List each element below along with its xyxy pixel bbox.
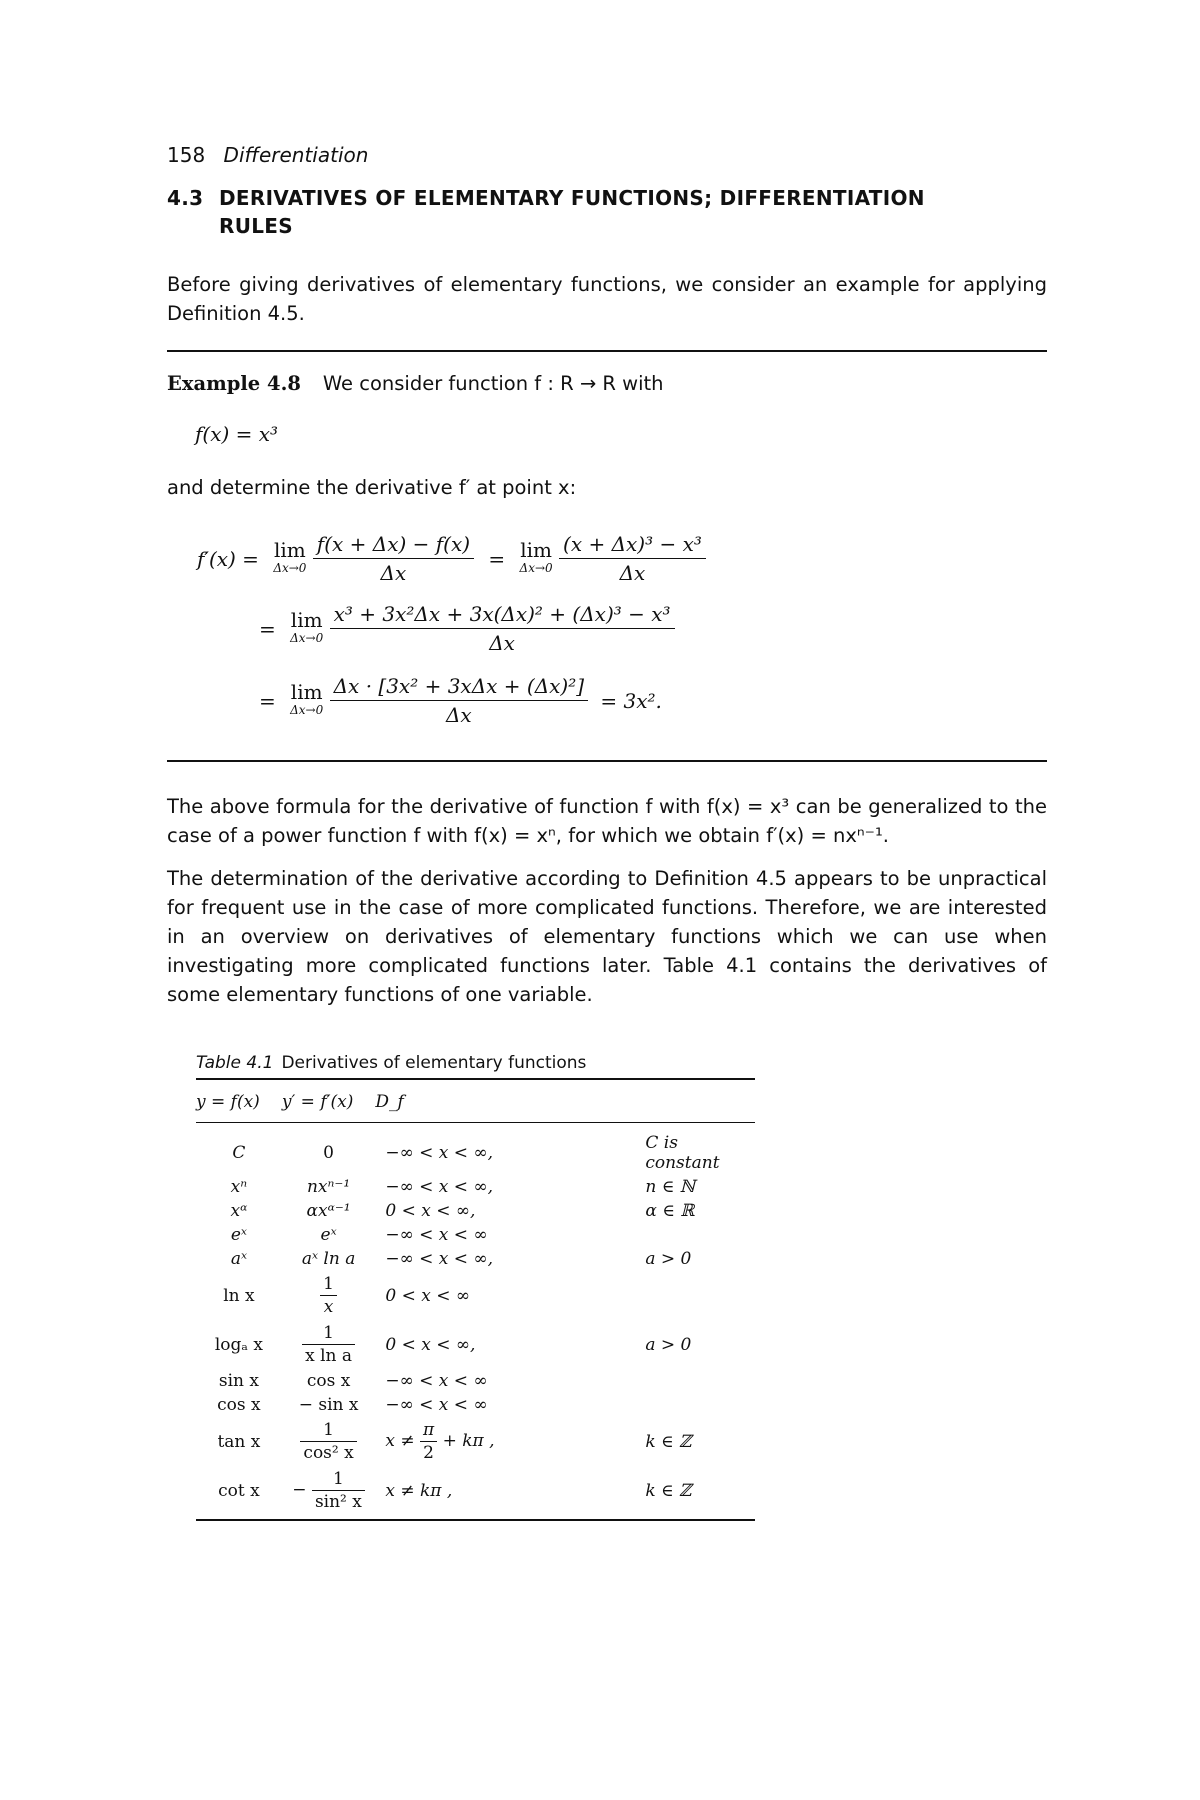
cell-derivative: 0	[323, 1143, 334, 1163]
fraction-denominator: cos² x	[303, 1443, 354, 1463]
cell-function: cos x	[217, 1395, 261, 1415]
cell-condition: k ∈ ℤ	[635, 1466, 755, 1520]
eq1-lim-sub: Δx→0	[273, 560, 307, 575]
eq1-limit	[273, 537, 307, 577]
eq1-fraction-2	[559, 530, 706, 587]
fraction-numerator: 1	[302, 1322, 355, 1345]
cell-domain	[375, 1417, 635, 1466]
eq2-numerator: x³ + 3x²Δx + 3x(Δx)² + (Δx)³ − x³	[330, 600, 675, 629]
eq1-lim2-text: lim	[520, 537, 552, 562]
table-caption	[196, 1053, 586, 1073]
eq1-lim-text: lim	[273, 537, 306, 562]
cell-function: ln x	[223, 1285, 255, 1306]
cell-function: C	[232, 1143, 246, 1163]
cell-derivative	[282, 1320, 376, 1369]
cell-domain: −∞ < x < ∞	[385, 1225, 488, 1245]
header-domain: D_f	[375, 1079, 635, 1123]
equation-line-1	[197, 530, 706, 587]
eq3-lim-text: lim	[290, 679, 323, 704]
example-label: Example 4.8	[167, 372, 301, 395]
cell-function: cot x	[196, 1466, 282, 1520]
eq3-result: = 3x².	[600, 688, 662, 713]
cell-derivative	[282, 1466, 376, 1520]
eq2-lim-sub: Δx→0	[290, 630, 324, 645]
example-top-rule	[167, 350, 1047, 352]
cell-domain: −∞ < x < ∞	[385, 1395, 488, 1415]
cell-condition: a > 0	[645, 1249, 692, 1269]
example-bottom-rule	[167, 760, 1047, 762]
equation-line-3	[259, 672, 662, 729]
section-number: 4.3	[167, 186, 204, 210]
table-row	[196, 1369, 755, 1393]
derivatives-table	[196, 1078, 755, 1521]
cell-condition	[635, 1223, 755, 1247]
eq1-lhs: f′(x) =	[197, 546, 259, 571]
cell-domain: x ≠ kπ ,	[375, 1466, 635, 1520]
cell-derivative: − sin x	[298, 1395, 359, 1415]
cell-derivative: cos x	[306, 1371, 351, 1391]
fraction-denominator: 2	[423, 1443, 434, 1463]
table-caption-text: Derivatives of elementary functions	[281, 1053, 587, 1073]
eq2-denominator: Δx	[489, 631, 515, 655]
cell-function: xᵅ	[230, 1201, 248, 1221]
example-statement: We consider function f : R → R with	[322, 372, 664, 395]
eq3-lim-sub: Δx→0	[290, 702, 324, 717]
table-header-row	[196, 1079, 755, 1123]
cell-domain: −∞ < x < ∞,	[385, 1177, 494, 1197]
derivative-fraction	[300, 1419, 356, 1464]
paragraph-2: The determination of the derivative according to Definition 4.5 appears to be unpractical for frequent use in the case of more complicated functions. Therefore, we are interested in an overview on derivatives of elementary functions which we can use when investigating more complicated functions later. Table 4.1 contains the derivatives of some elementary functions of one variable.	[167, 867, 1047, 1006]
eq2-equals: =	[259, 616, 276, 641]
cell-derivative: aˣ ln a	[301, 1249, 356, 1269]
fraction-numerator: 1	[312, 1468, 365, 1491]
fraction-denominator: x	[323, 1297, 334, 1317]
paragraph-1: The above formula for the derivative of function f with f(x) = x³ can be generalized to the case of a power function f with f(x) = xⁿ, for which we obtain f′(x) = nxⁿ⁻¹.	[167, 795, 1047, 847]
cell-function: aˣ	[230, 1249, 247, 1269]
eq1-limit-2	[519, 537, 553, 577]
table-row	[196, 1123, 755, 1176]
cell-domain: −∞ < x < ∞,	[385, 1143, 494, 1163]
eq3-denominator: Δx	[445, 703, 472, 727]
domain-suffix: + kπ ,	[442, 1431, 495, 1451]
derivative-fraction	[320, 1273, 337, 1318]
cell-derivative: eˣ	[320, 1225, 337, 1245]
intro-paragraph: Before giving derivatives of elementary functions, we consider an example for applying Definition 4.5.	[167, 273, 1047, 325]
fraction-denominator: x ln a	[305, 1346, 353, 1366]
table-row	[196, 1175, 755, 1199]
page-number: 158	[167, 143, 206, 167]
eq3-numerator: Δx · [3x² + 3xΔx + (Δx)²]	[330, 672, 588, 701]
cell-condition: n ∈ ℕ	[645, 1177, 696, 1197]
cell-derivative	[282, 1417, 376, 1466]
eq1-fraction-1	[313, 530, 474, 587]
header-function: y = f(x)	[196, 1079, 282, 1123]
cell-derivative: αxᵅ⁻¹	[306, 1201, 351, 1221]
cell-function: tan x	[217, 1431, 261, 1452]
derivative-fraction	[312, 1468, 365, 1513]
cell-function: sin x	[218, 1371, 259, 1391]
table-row	[196, 1199, 755, 1223]
table-row	[196, 1417, 755, 1466]
eq1-lim2-sub: Δx→0	[519, 560, 553, 575]
example-heading	[167, 372, 664, 395]
eq2-limit	[290, 607, 324, 647]
cell-domain: 0 < x < ∞,	[385, 1334, 476, 1355]
cell-condition: α ∈ ℝ	[645, 1201, 695, 1221]
header-condition	[635, 1079, 755, 1123]
fraction-numerator: 1	[320, 1273, 337, 1296]
section-title-line1: DERIVATIVES OF ELEMENTARY FUNCTIONS; DIFFERENTIATION	[219, 186, 925, 210]
eq3-fraction	[330, 672, 588, 729]
eq1-frac1-numerator: f(x + Δx) − f(x)	[313, 530, 474, 559]
fraction-denominator: sin² x	[314, 1492, 362, 1512]
eq1-frac1-denominator: Δx	[380, 561, 407, 585]
derivative-sign: −	[292, 1480, 307, 1500]
eq1-equals: =	[488, 546, 506, 571]
equation-line-2	[259, 600, 675, 657]
cell-condition	[635, 1393, 755, 1417]
example-determine: and determine the derivative f′ at point x:	[167, 476, 577, 499]
cell-domain: 0 < x < ∞,	[385, 1201, 476, 1221]
cell-condition: k ∈ ℤ	[645, 1431, 692, 1452]
cell-function: eˣ	[230, 1225, 247, 1245]
domain-prefix: x ≠	[385, 1431, 415, 1451]
section-title-line2: RULES	[219, 214, 293, 238]
cell-domain: −∞ < x < ∞	[385, 1371, 488, 1391]
table-row	[196, 1223, 755, 1247]
cell-derivative	[282, 1271, 376, 1320]
eq2-lim-text: lim	[290, 607, 323, 632]
fraction-numerator: π	[420, 1419, 437, 1442]
table-row	[196, 1466, 755, 1520]
eq1-frac2-numerator: (x + Δx)³ − x³	[559, 530, 706, 559]
derivative-fraction	[302, 1322, 355, 1367]
table-row	[196, 1320, 755, 1369]
cell-domain: 0 < x < ∞	[385, 1285, 471, 1306]
cell-domain: −∞ < x < ∞,	[385, 1249, 494, 1269]
eq3-equals: =	[259, 688, 276, 713]
section-heading	[167, 186, 925, 238]
cell-condition	[635, 1369, 755, 1393]
cell-condition: a > 0	[645, 1334, 692, 1355]
header-derivative: y′ = f′(x)	[282, 1079, 376, 1123]
table-row	[196, 1247, 755, 1271]
table-row	[196, 1393, 755, 1417]
eq1-frac2-denominator: Δx	[619, 561, 646, 585]
eq3-limit	[290, 679, 324, 719]
running-header	[167, 143, 368, 167]
cell-function: logₐ x	[214, 1334, 263, 1355]
table-row	[196, 1271, 755, 1320]
cell-function: xⁿ	[230, 1177, 248, 1197]
cell-condition: C is constant	[645, 1133, 720, 1173]
example-function: f(x) = x³	[195, 422, 279, 446]
running-title: Differentiation	[223, 143, 369, 167]
cell-derivative: nxⁿ⁻¹	[306, 1177, 351, 1197]
eq2-fraction	[330, 600, 675, 657]
domain-fraction	[420, 1419, 437, 1464]
fraction-numerator: 1	[300, 1419, 356, 1442]
cell-condition	[635, 1271, 755, 1320]
table-caption-label: Table 4.1	[196, 1053, 274, 1073]
